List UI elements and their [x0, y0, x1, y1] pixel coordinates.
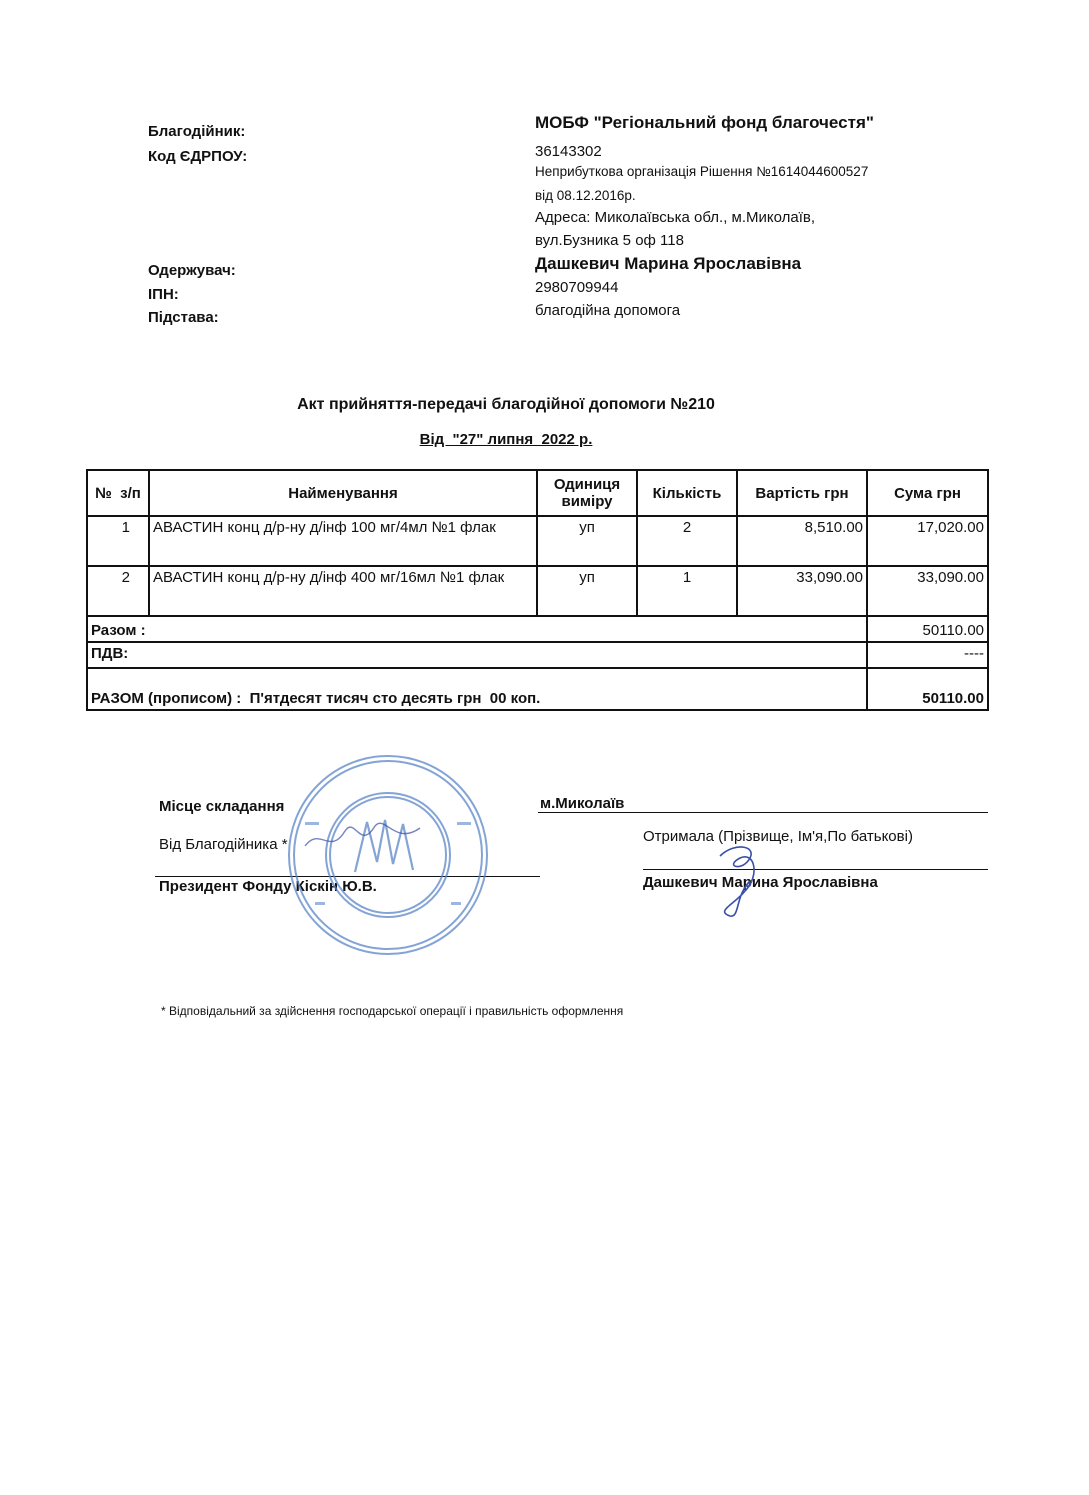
vat-label: ПДВ:: [87, 642, 867, 668]
recipient-label: Одержувач:: [148, 262, 236, 279]
donor-value: МОБФ "Регіональний фонд благочестя": [535, 113, 874, 132]
donor-signature-icon: [300, 806, 430, 866]
decision-date: від 08.12.2016р.: [535, 188, 636, 203]
items-table: [86, 469, 989, 711]
received-label: Отримала (Прізвище, Ім'я,По батькові): [643, 828, 913, 845]
vat-row: [87, 642, 988, 668]
row-name: АВАСТИН конц д/р-ну д/інф 100 мг/4мл №1 флак: [149, 516, 537, 566]
vat-value: ----: [867, 642, 988, 668]
table-row: [87, 516, 988, 566]
document-date: Від "27" липня 2022 р.: [419, 431, 593, 448]
ipn-value: 2980709944: [535, 279, 619, 296]
edrpou-label: Код ЄДРПОУ:: [148, 148, 248, 165]
row-unit: уп: [537, 516, 637, 566]
donor-label: Благодійник:: [148, 123, 246, 140]
row-qty: 2: [637, 516, 737, 566]
receiver-signature-line: [643, 869, 988, 870]
header-name: Найменування: [149, 470, 537, 516]
place-underline: [538, 812, 988, 813]
header-price: Вартість грн: [737, 470, 867, 516]
row-sum: 33,090.00: [867, 566, 988, 616]
address-line2: вул.Бузника 5 оф 118: [535, 232, 684, 249]
from-donor-label: Від Благодійника *: [159, 836, 288, 853]
basis-label: Підстава:: [148, 309, 219, 326]
nonprofit-line: Неприбуткова організація Рішення №1614044600527: [535, 164, 869, 179]
header-sum: Сума грн: [867, 470, 988, 516]
total-in-words: РАЗОМ (прописом) : П'ятдесят тисяч сто десять грн 00 коп.: [87, 668, 867, 710]
row-num: 2: [87, 566, 149, 616]
total-label: Разом :: [87, 616, 867, 642]
ipn-label: ІПН:: [148, 286, 179, 303]
row-sum: 17,020.00: [867, 516, 988, 566]
receiver-signature-icon: [700, 836, 790, 926]
header-unit: Одиниця виміру: [537, 470, 637, 516]
row-qty: 1: [637, 566, 737, 616]
row-price: 8,510.00: [737, 516, 867, 566]
words-row: [87, 668, 988, 710]
table-header-row: [87, 470, 988, 516]
row-unit: уп: [537, 566, 637, 616]
address-line1: Адреса: Миколаївська обл., м.Миколаїв,: [535, 209, 816, 226]
place-value: м.Миколаїв: [540, 795, 625, 812]
edrpou-value: 36143302: [535, 143, 602, 160]
grand-total: 50110.00: [867, 668, 988, 710]
recipient-value: Дашкевич Марина Ярославівна: [535, 254, 802, 273]
header-qty: Кількість: [637, 470, 737, 516]
row-name: АВАСТИН конц д/р-ну д/інф 400 мг/16мл №1 флак: [149, 566, 537, 616]
basis-value: благодійна допомога: [535, 302, 681, 319]
row-price: 33,090.00: [737, 566, 867, 616]
table-row: [87, 566, 988, 616]
footnote: * Відповідальний за здійснення господарської операції і правильність оформлення: [161, 1004, 624, 1018]
president-name: Президент Фонду Кіскін Ю.В.: [159, 878, 377, 895]
header-num: № з/п: [87, 470, 149, 516]
row-num: 1: [87, 516, 149, 566]
total-row: [87, 616, 988, 642]
total-value: 50110.00: [867, 616, 988, 642]
receiver-name: Дашкевич Марина Ярославівна: [643, 874, 878, 891]
place-label: Місце складання: [159, 798, 285, 815]
document-title: Акт прийняття-передачі благодійної допомоги №210: [297, 396, 715, 413]
